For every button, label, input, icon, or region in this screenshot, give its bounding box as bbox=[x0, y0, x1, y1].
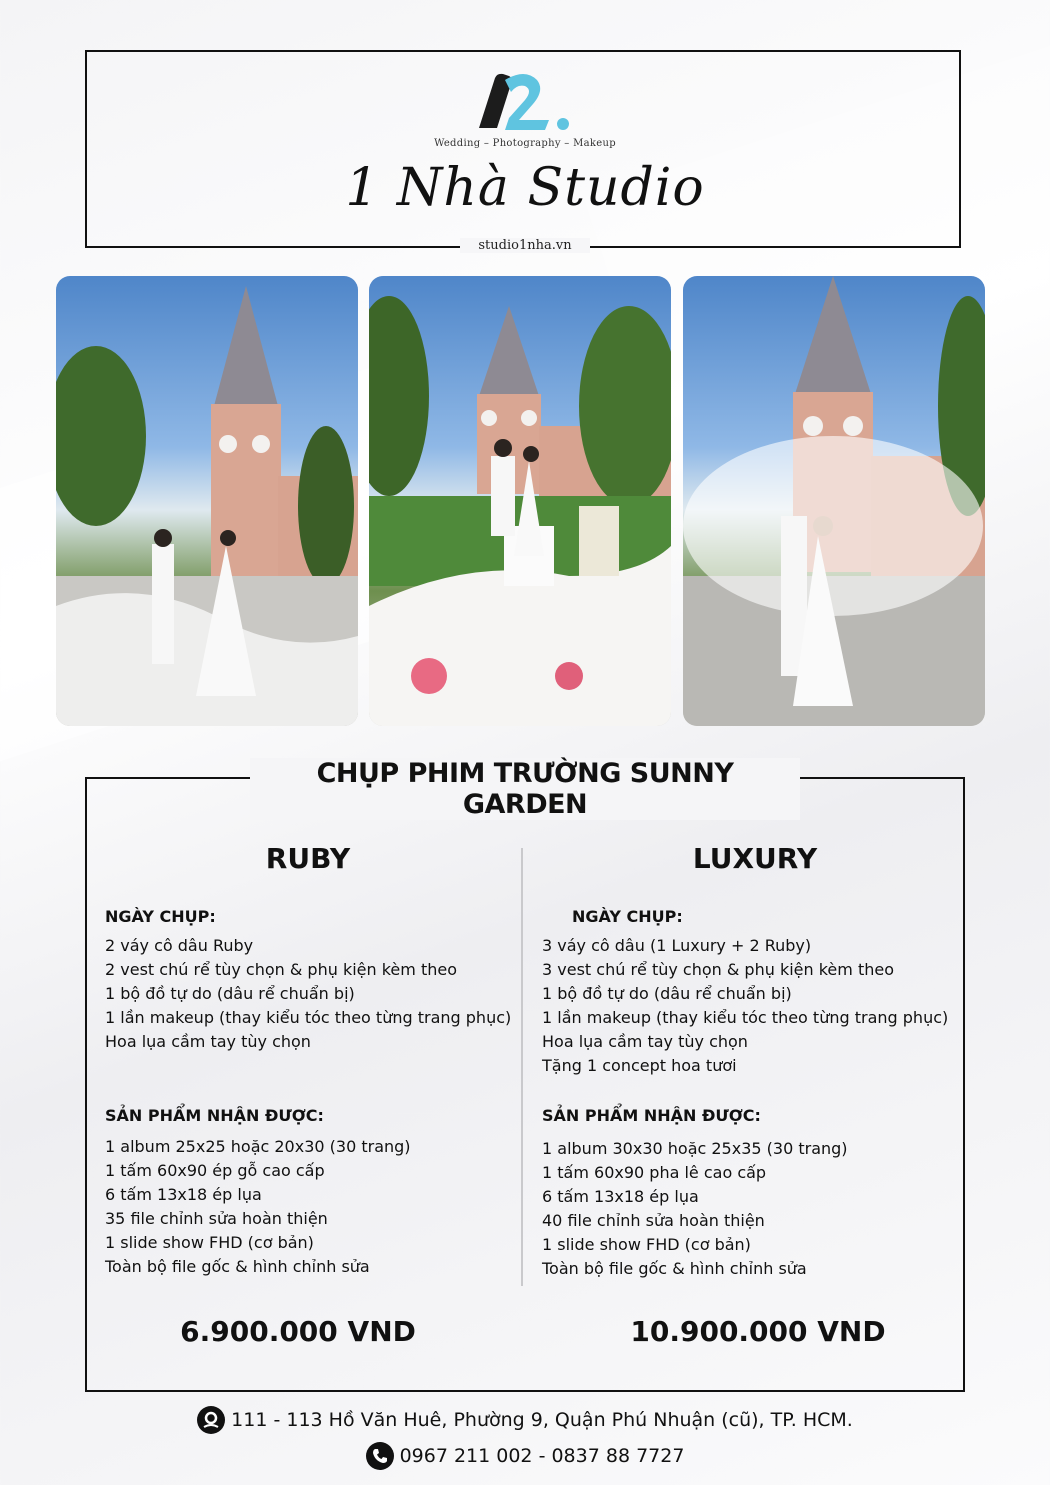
website-link[interactable]: studio1nha.vn bbox=[460, 238, 590, 253]
list-item: 1 slide show FHD (cơ bản) bbox=[542, 1235, 751, 1254]
wedding-photo-3 bbox=[683, 276, 985, 726]
phone-line bbox=[0, 1442, 1050, 1470]
wedding-photo-1 bbox=[56, 276, 358, 726]
location-pin-icon bbox=[197, 1406, 225, 1434]
ruby-shoot-list bbox=[105, 934, 511, 1054]
list-item: 3 vest chú rể tùy chọn & phụ kiện kèm theo bbox=[542, 960, 894, 979]
luxury-product-list bbox=[542, 1137, 848, 1281]
luxury-shoot-heading: NGÀY CHỤP: bbox=[572, 907, 683, 926]
list-item: 1 lần makeup (thay kiểu tóc theo từng trang phục) bbox=[542, 1008, 949, 1027]
ruby-shoot-heading: NGÀY CHỤP: bbox=[105, 907, 216, 926]
brand-name: 1 Nhà Studio bbox=[345, 158, 705, 218]
luxury-product-heading: SẢN PHẨM NHẬN ĐƯỢC: bbox=[542, 1106, 761, 1125]
list-item: Toàn bộ file gốc & hình chỉnh sửa bbox=[542, 1259, 807, 1278]
tagline: Wedding – Photography – Makeup bbox=[434, 138, 616, 149]
list-item: 1 album 30x30 hoặc 25x35 (30 trang) bbox=[542, 1139, 848, 1158]
list-item: 1 tấm 60x90 ép gỗ cao cấp bbox=[105, 1161, 325, 1180]
list-item: Tặng 1 concept hoa tươi bbox=[542, 1056, 737, 1075]
luxury-shoot-list bbox=[542, 934, 948, 1078]
list-item: 1 album 25x25 hoặc 20x30 (30 trang) bbox=[105, 1137, 411, 1156]
wedding-photo-2 bbox=[369, 276, 671, 726]
package-title: CHỤP PHIM TRƯỜNG SUNNY GARDEN bbox=[250, 758, 800, 820]
list-item: 6 tấm 13x18 ép lụa bbox=[105, 1185, 262, 1204]
phone-icon bbox=[366, 1442, 394, 1470]
ruby-product-list bbox=[105, 1135, 411, 1279]
list-item: 1 bộ đồ tự do (dâu rể chuẩn bị) bbox=[105, 984, 355, 1003]
list-item: Toàn bộ file gốc & hình chỉnh sửa bbox=[105, 1257, 370, 1276]
list-item: 6 tấm 13x18 ép lụa bbox=[542, 1187, 699, 1206]
address-text: 111 - 113 Hồ Văn Huê, Phường 9, Quận Phú Nhuận (cũ), TP. HCM. bbox=[231, 1409, 853, 1431]
tier-name-ruby: RUBY bbox=[265, 842, 351, 875]
list-item: 1 slide show FHD (cơ bản) bbox=[105, 1233, 314, 1252]
address-line bbox=[0, 1406, 1050, 1434]
price-luxury: 10.900.000 VND bbox=[630, 1315, 886, 1348]
list-item: Hoa lụa cầm tay tùy chọn bbox=[105, 1032, 311, 1051]
list-item: 2 vest chú rể tùy chọn & phụ kiện kèm theo bbox=[105, 960, 457, 979]
list-item: 1 bộ đồ tự do (dâu rể chuẩn bị) bbox=[542, 984, 792, 1003]
list-item: 1 lần makeup (thay kiểu tóc theo từng trang phục) bbox=[105, 1008, 512, 1027]
list-item: Hoa lụa cầm tay tùy chọn bbox=[542, 1032, 748, 1051]
list-item: 35 file chỉnh sửa hoàn thiện bbox=[105, 1209, 328, 1228]
n2-logo-icon bbox=[475, 70, 575, 132]
list-item: 3 váy cô dâu (1 Luxury + 2 Ruby) bbox=[542, 936, 812, 955]
list-item: 1 tấm 60x90 pha lê cao cấp bbox=[542, 1163, 767, 1182]
ruby-product-heading: SẢN PHẨM NHẬN ĐƯỢC: bbox=[105, 1106, 324, 1125]
phone-text[interactable]: 0967 211 002 - 0837 88 7727 bbox=[399, 1445, 685, 1467]
price-ruby: 6.900.000 VND bbox=[180, 1315, 416, 1348]
column-divider bbox=[521, 848, 523, 1286]
list-item: 2 váy cô dâu Ruby bbox=[105, 936, 254, 955]
tier-name-luxury: LUXURY bbox=[692, 842, 818, 875]
list-item: 40 file chỉnh sửa hoàn thiện bbox=[542, 1211, 765, 1230]
